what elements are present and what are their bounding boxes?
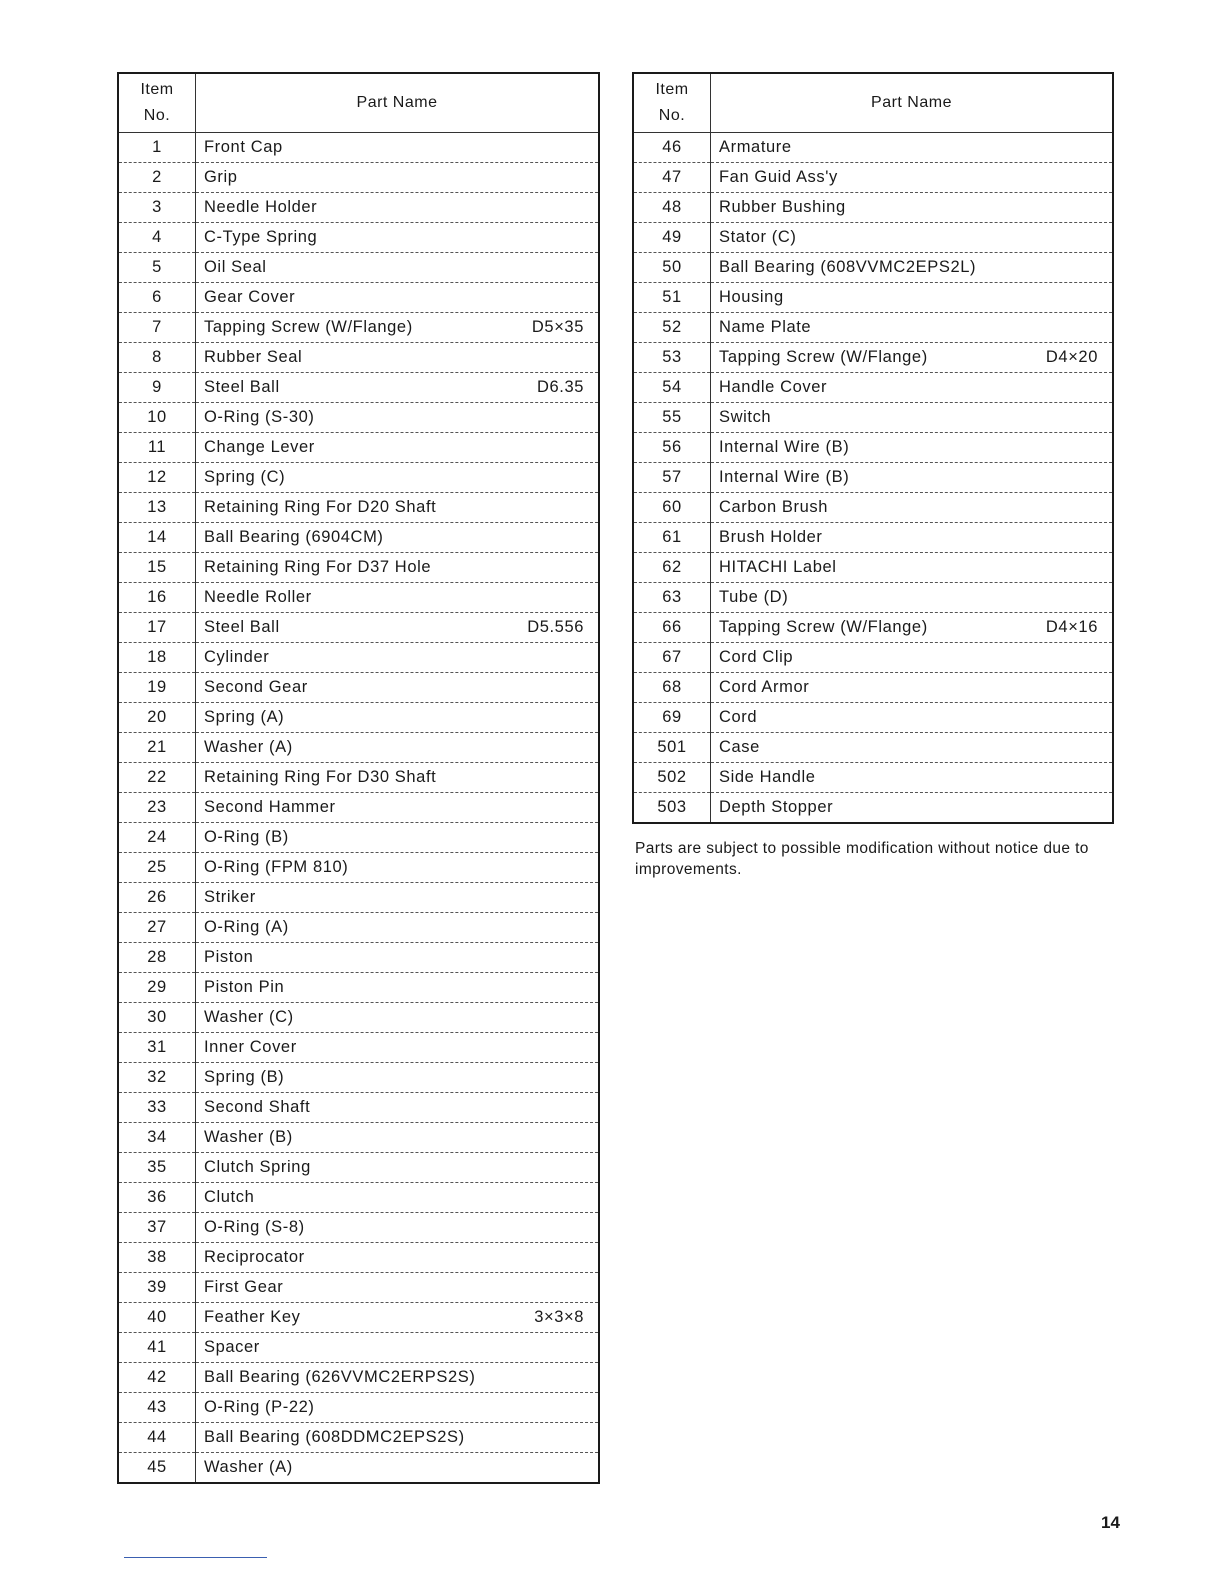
part-name: Cord Armor [719,678,810,696]
part-name-cell [711,253,1114,283]
part-name-cell [711,793,1114,824]
item-no-cell: 34 [118,1123,196,1153]
part-name-cell [711,193,1114,223]
part-name-cell [711,493,1114,523]
item-no-cell: 36 [118,1183,196,1213]
table-row [118,583,599,613]
part-spec: 3×3×8 [534,1308,584,1326]
part-name-cell [196,613,600,643]
item-no-cell: 503 [633,793,711,824]
part-name: Steel Ball [204,618,280,636]
table-row [633,253,1113,283]
table-row [118,643,599,673]
part-name: Fan Guid Ass'y [719,168,838,186]
part-name-cell [196,703,600,733]
item-no-cell: 22 [118,763,196,793]
item-no-cell: 13 [118,493,196,523]
item-no-cell: 21 [118,733,196,763]
part-name: Tapping Screw (W/Flange) [719,618,928,636]
table-row [118,1363,599,1393]
item-no-cell: 27 [118,913,196,943]
table-row [118,1183,599,1213]
part-name: Steel Ball [204,378,280,396]
table-row [633,373,1113,403]
part-name-cell [196,1453,600,1484]
item-no-cell: 12 [118,463,196,493]
part-name-cell [711,553,1114,583]
part-name: Name Plate [719,318,812,336]
part-name-cell [196,1363,600,1393]
item-no-cell: 32 [118,1063,196,1093]
table-header-row [633,73,1113,133]
item-no-header-line2: No. [658,107,686,124]
table-row [118,763,599,793]
part-name-cell [196,1003,600,1033]
table-row [118,373,599,403]
part-name-cell [711,763,1114,793]
item-no-cell: 26 [118,883,196,913]
part-name: Retaining Ring For D20 Shaft [204,498,437,516]
item-no-cell: 61 [633,523,711,553]
part-name: Washer (C) [204,1008,294,1026]
part-name-cell [196,1093,600,1123]
part-name-cell [196,1333,600,1363]
item-no-header-line1: Item [655,81,689,98]
table-row [118,403,599,433]
item-no-cell: 20 [118,703,196,733]
table-row [118,793,599,823]
part-name: Needle Roller [204,588,312,606]
item-no-cell: 48 [633,193,711,223]
item-no-cell: 9 [118,373,196,403]
item-no-cell: 38 [118,1243,196,1273]
item-no-cell: 501 [633,733,711,763]
item-no-cell: 33 [118,1093,196,1123]
table-row [118,553,599,583]
part-name: Ball Bearing (626VVMC2ERPS2S) [204,1368,476,1386]
item-no-cell: 16 [118,583,196,613]
part-name-cell [711,523,1114,553]
item-no-cell: 46 [633,133,711,163]
part-name-cell [196,403,600,433]
part-name-cell [196,1213,600,1243]
table-row [118,343,599,373]
table-row [118,703,599,733]
part-name: Housing [719,288,784,306]
parts-table-left-body [118,133,599,1484]
part-name-cell [196,1423,600,1453]
part-name: Second Hammer [204,798,336,816]
item-no-cell: 18 [118,643,196,673]
item-no-header [633,73,711,133]
part-name-cell [196,733,600,763]
item-no-cell: 53 [633,343,711,373]
table-row [118,913,599,943]
part-name: Gear Cover [204,288,296,306]
item-no-cell: 47 [633,163,711,193]
table-row [633,763,1113,793]
part-name: Brush Holder [719,528,823,546]
part-name: Depth Stopper [719,798,834,816]
part-name-cell [196,253,600,283]
part-name: O-Ring (FPM 810) [204,858,349,876]
part-name-cell [196,343,600,373]
table-row [118,733,599,763]
part-name-cell [711,733,1114,763]
item-no-cell: 6 [118,283,196,313]
table-row [633,133,1113,163]
table-row [633,673,1113,703]
item-no-header-line1: Item [140,81,174,98]
item-no-cell: 5 [118,253,196,283]
table-row [633,163,1113,193]
item-no-cell: 7 [118,313,196,343]
item-no-cell: 42 [118,1363,196,1393]
part-name-cell [196,1123,600,1153]
part-name-cell [196,223,600,253]
item-no-cell: 56 [633,433,711,463]
part-name: Reciprocator [204,1248,305,1266]
table-row [118,1243,599,1273]
part-name: Retaining Ring For D37 Hole [204,558,432,576]
part-name-cell [196,1183,600,1213]
item-no-header [118,73,196,133]
part-name: O-Ring (B) [204,828,289,846]
part-name: Internal Wire (B) [719,468,850,486]
part-name-cell [196,283,600,313]
page-number: 14 [1101,1513,1120,1532]
part-name-cell [711,403,1114,433]
part-name-cell [196,1393,600,1423]
part-name: Piston [204,948,254,966]
part-name: Striker [204,888,256,906]
item-no-cell: 68 [633,673,711,703]
table-row [118,1303,599,1333]
item-no-cell: 3 [118,193,196,223]
item-no-cell: 25 [118,853,196,883]
item-no-cell: 51 [633,283,711,313]
item-no-cell: 54 [633,373,711,403]
parts-table-right [632,72,1114,824]
table-row [633,523,1113,553]
part-name-cell [711,643,1114,673]
table-row [118,463,599,493]
part-name: Piston Pin [204,978,285,996]
item-no-cell: 62 [633,553,711,583]
item-no-cell: 29 [118,973,196,1003]
part-name-cell [196,553,600,583]
part-name-cell [711,283,1114,313]
item-no-cell: 15 [118,553,196,583]
item-no-cell: 52 [633,313,711,343]
part-name-cell [196,883,600,913]
part-name: Switch [719,408,772,426]
part-name: Clutch [204,1188,255,1206]
part-name-cell [196,433,600,463]
table-row [633,703,1113,733]
table-row [633,463,1113,493]
table-row [633,613,1113,643]
part-name-cell [196,163,600,193]
table-row [118,613,599,643]
table-row [118,823,599,853]
part-name-cell [196,1273,600,1303]
item-no-cell: 39 [118,1273,196,1303]
table-row [633,403,1113,433]
part-name-header: Part Name [711,73,1114,133]
item-no-cell: 69 [633,703,711,733]
item-no-cell: 37 [118,1213,196,1243]
part-name-cell [711,703,1114,733]
part-name: Rubber Seal [204,348,303,366]
table-row [633,583,1113,613]
item-no-cell: 502 [633,763,711,793]
table-row [633,793,1113,824]
part-name-cell [196,853,600,883]
table-row [118,1393,599,1423]
part-name: First Gear [204,1278,284,1296]
item-no-header-line2: No. [143,107,171,124]
part-name-cell [196,823,600,853]
item-no-cell: 57 [633,463,711,493]
part-name-cell [196,133,600,163]
part-name-cell [196,1033,600,1063]
part-name-cell [711,373,1114,403]
part-name: Washer (A) [204,738,293,756]
table-row [118,193,599,223]
table-row [118,223,599,253]
part-name: O-Ring (P-22) [204,1398,315,1416]
item-no-cell: 60 [633,493,711,523]
part-name-cell [196,493,600,523]
table-row [118,433,599,463]
part-name: Spacer [204,1338,260,1356]
part-name-cell [711,673,1114,703]
part-name: Side Handle [719,768,816,786]
item-no-cell: 55 [633,403,711,433]
table-row [118,1003,599,1033]
part-name: Change Lever [204,438,315,456]
part-spec: D6.35 [536,378,584,396]
part-name: O-Ring (S-8) [204,1218,305,1236]
item-no-cell: 40 [118,1303,196,1333]
table-row [118,883,599,913]
item-no-cell: 8 [118,343,196,373]
item-no-cell: 19 [118,673,196,703]
modification-note: Parts are subject to possible modification without notice due to improvements. [635,840,1089,878]
item-no-cell: 2 [118,163,196,193]
item-no-cell: 45 [118,1453,196,1484]
part-name: Second Gear [204,678,308,696]
item-no-cell: 35 [118,1153,196,1183]
part-name-cell [711,163,1114,193]
item-no-cell: 24 [118,823,196,853]
part-name: Case [719,738,760,756]
part-name: Washer (A) [204,1458,293,1476]
table-row [633,283,1113,313]
item-no-cell: 66 [633,613,711,643]
part-name: Rubber Bushing [719,198,846,216]
part-name-cell [711,343,1114,373]
table-row [118,283,599,313]
part-name-cell [711,463,1114,493]
item-no-cell: 28 [118,943,196,973]
part-name: Armature [719,138,792,156]
part-name-cell [711,313,1114,343]
table-row [118,673,599,703]
table-row [118,133,599,163]
part-name: Tapping Screw (W/Flange) [719,348,928,366]
table-row [118,1033,599,1063]
part-name: Washer (B) [204,1128,293,1146]
item-no-cell: 4 [118,223,196,253]
item-no-cell: 63 [633,583,711,613]
table-row [633,223,1113,253]
table-row [633,553,1113,583]
table-row [633,433,1113,463]
part-name: Front Cap [204,138,283,156]
footer-rule [124,1557,267,1558]
part-name: Cord [719,708,758,726]
part-name: Cylinder [204,648,270,666]
item-no-cell: 14 [118,523,196,553]
table-row [118,1093,599,1123]
part-name: Ball Bearing (608DDMC2EPS2S) [204,1428,465,1446]
part-spec: D5.556 [527,618,584,636]
part-name-cell [711,433,1114,463]
table-row [633,643,1113,673]
part-name-cell [196,913,600,943]
part-name-header: Part Name [196,73,600,133]
table-row [633,343,1113,373]
table-row [118,313,599,343]
part-name: HITACHI Label [719,558,837,576]
part-name-cell [196,1153,600,1183]
item-no-cell: 23 [118,793,196,823]
part-name: C-Type Spring [204,228,318,246]
part-name-cell [196,463,600,493]
part-name-cell [196,973,600,1003]
part-name-cell [196,373,600,403]
part-name: Grip [204,168,238,186]
table-row [118,1453,599,1484]
item-no-cell: 49 [633,223,711,253]
part-name: Tube (D) [719,588,789,606]
part-name: Inner Cover [204,1038,297,1056]
part-name-cell [196,313,600,343]
part-name-cell [711,223,1114,253]
table-row [118,1063,599,1093]
part-name: Spring (B) [204,1068,285,1086]
table-row [118,1123,599,1153]
part-name-cell [196,763,600,793]
item-no-cell: 43 [118,1393,196,1423]
table-row [118,973,599,1003]
part-name: Stator (C) [719,228,797,246]
part-name-cell [711,613,1114,643]
table-row [118,493,599,523]
item-no-cell: 44 [118,1423,196,1453]
part-spec: D4×20 [1045,348,1098,366]
part-spec: D4×16 [1045,618,1098,636]
item-no-cell: 67 [633,643,711,673]
part-name: Clutch Spring [204,1158,311,1176]
part-name: Ball Bearing (608VVMC2EPS2L) [719,258,977,276]
part-name-cell [196,1303,600,1333]
part-name: Spring (A) [204,708,285,726]
part-name-cell [196,1243,600,1273]
table-row [118,1213,599,1243]
table-row [118,943,599,973]
part-name-cell [711,583,1114,613]
part-name: Oil Seal [204,258,267,276]
parts-table-right-body [633,133,1113,824]
part-name-cell [196,193,600,223]
part-spec: D5×35 [531,318,584,336]
part-name: Ball Bearing (6904CM) [204,528,384,546]
part-name: Needle Holder [204,198,318,216]
table-row [118,253,599,283]
part-name: Cord Clip [719,648,794,666]
table-row [118,163,599,193]
item-no-cell: 50 [633,253,711,283]
table-row [118,1423,599,1453]
part-name: Spring (C) [204,468,286,486]
part-name: Retaining Ring For D30 Shaft [204,768,437,786]
part-name-cell [196,643,600,673]
part-name-cell [196,583,600,613]
part-name: Second Shaft [204,1098,311,1116]
table-row [118,1273,599,1303]
table-row [633,313,1113,343]
item-no-cell: 17 [118,613,196,643]
table-header-row [118,73,599,133]
item-no-cell: 11 [118,433,196,463]
table-row [633,493,1113,523]
item-no-cell: 1 [118,133,196,163]
part-name: O-Ring (A) [204,918,289,936]
item-no-cell: 10 [118,403,196,433]
part-name-cell [196,523,600,553]
part-name-cell [196,943,600,973]
part-name: Feather Key [204,1308,301,1326]
table-row [118,523,599,553]
part-name: Handle Cover [719,378,828,396]
parts-table-left [117,72,600,1484]
item-no-cell: 31 [118,1033,196,1063]
table-row [118,1153,599,1183]
part-name: O-Ring (S-30) [204,408,315,426]
item-no-cell: 41 [118,1333,196,1363]
table-row [633,193,1113,223]
part-name: Internal Wire (B) [719,438,850,456]
table-row [118,853,599,883]
table-row [633,733,1113,763]
part-name-cell [196,793,600,823]
part-name: Carbon Brush [719,498,829,516]
part-name-cell [196,673,600,703]
part-name-cell [711,133,1114,163]
part-name: Tapping Screw (W/Flange) [204,318,413,336]
table-row [118,1333,599,1363]
item-no-cell: 30 [118,1003,196,1033]
part-name-cell [196,1063,600,1093]
